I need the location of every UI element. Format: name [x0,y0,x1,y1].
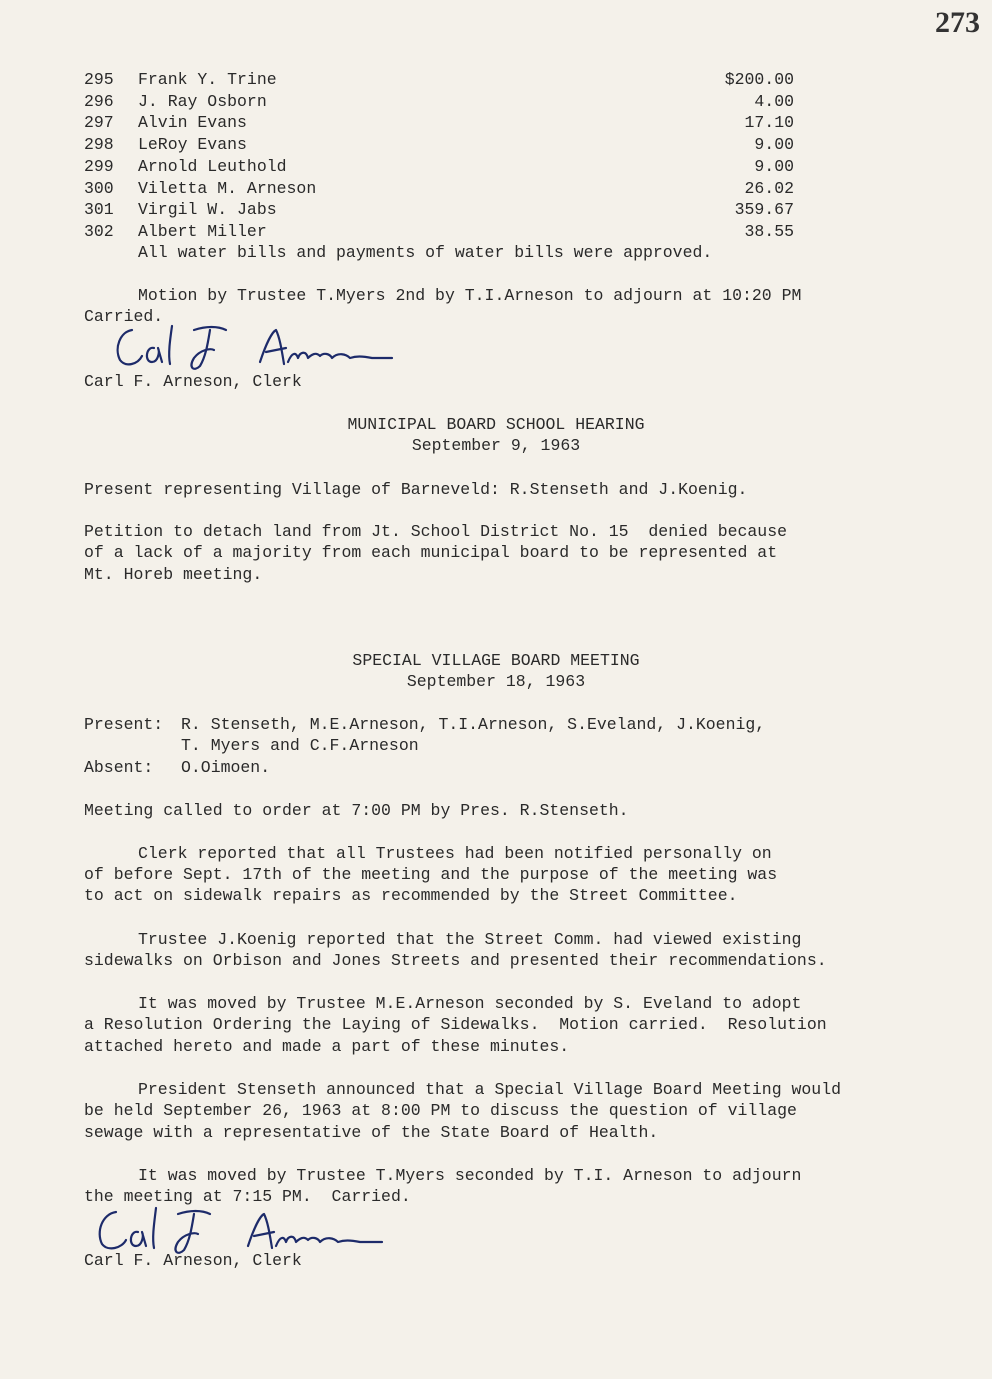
bill-row [84,221,794,242]
absent-value: O.Oimoen. [181,758,271,777]
bill-number: 297 [84,113,114,133]
clerk-signature-1 [110,318,400,378]
bill-row [84,178,794,199]
clerk-report-line-1: Clerk reported that all Trustees had been notified personally on [138,844,772,863]
bill-number: 298 [84,135,114,155]
payee-name: Arnold Leuthold [138,156,287,176]
adjourn-motion-2-carried: the meeting at 7:15 PM. Carried. [84,1187,411,1206]
bill-row [84,91,794,112]
payee-name: Virgil W. Jabs [138,200,277,220]
present-label: Present: [84,715,164,734]
clerk-report-line-2: of before Sept. 17th of the meeting and the purpose of the meeting was [84,865,778,884]
adjourn-motion-2: It was moved by Trustee T.Myers seconded by T.I. Arneson to adjourn [138,1166,802,1185]
bill-row [84,134,794,155]
hearing-title: MUNICIPAL BOARD SCHOOL HEARING [347,415,645,434]
resolution-motion-line-2: a Resolution Ordering the Laying of Sidewalks. Motion carried. Resolution [84,1015,827,1034]
special-meeting-title: SPECIAL VILLAGE BOARD MEETING [352,651,640,670]
present-line-1: R. Stenseth, M.E.Arneson, T.I.Arneson, S.Eveland, J.Koenig, [181,715,766,734]
hearing-date: September 9, 1963 [411,436,581,455]
clerk-report-line-3: to act on sidewalk repairs as recommended by the Street Committee. [84,886,738,905]
president-announcement-line-2: be held September 26, 1963 at 8:00 PM to discuss the question of village [84,1101,797,1120]
bill-amount: 9.00 [754,156,794,176]
payee-name: LeRoy Evans [138,135,247,155]
bill-number: 301 [84,200,114,220]
bill-amount: 17.10 [744,113,794,133]
bill-row [84,199,794,220]
payee-name: Albert Miller [138,221,267,241]
adjourn-motion-1: Motion by Trustee T.Myers 2nd by T.I.Arneson to adjourn at 10:20 PM [138,286,802,305]
bill-number: 295 [84,70,114,89]
clerk-name-2: Carl F. Arneson, Clerk [84,1251,302,1270]
absent-label: Absent: [84,758,154,777]
hearing-present: Present representing Village of Barneveld: R.Stenseth and J.Koenig. [84,480,748,499]
bill-amount: 359.67 [734,200,794,220]
special-meeting-date: September 18, 1963 [406,672,586,691]
bill-amount: 38.55 [744,221,794,241]
payee-name: Alvin Evans [138,113,247,133]
present-line-2: T. Myers and C.F.Arneson [181,736,419,755]
clerk-name-1: Carl F. Arneson, Clerk [84,372,302,391]
bill-amount: 4.00 [754,91,794,111]
petition-line-2: of a lack of a majority from each municipal board to be represented at [84,543,778,562]
water-bills-note: All water bills and payments of water bills were approved. [138,243,713,262]
resolution-motion-line-3: attached hereto and made a part of these minutes. [84,1037,570,1056]
president-announcement-line-3: sewage with a representative of the State Board of Health. [84,1123,659,1142]
petition-line-1: Petition to detach land from Jt. School District No. 15 denied because [84,522,788,541]
bill-row [84,112,794,133]
petition-line-3: Mt. Horeb meeting. [84,565,263,584]
bill-number: 296 [84,91,114,111]
payee-name: Viletta M. Arneson [138,178,317,198]
payee-name: Frank Y. Trine [138,70,277,89]
bill-amount: 26.02 [744,178,794,198]
bill-number: 300 [84,178,114,198]
bill-row [84,69,794,90]
bill-number: 302 [84,221,114,241]
bill-amount: 9.00 [754,135,794,155]
resolution-motion-line-1: It was moved by Trustee M.E.Arneson seconded by S. Eveland to adopt [138,994,802,1013]
president-announcement-line-1: President Stenseth announced that a Special Village Board Meeting would [138,1080,842,1099]
bill-number: 299 [84,156,114,176]
bill-row [84,156,794,177]
page-number: 273 [935,6,980,39]
koenig-report-line-2: sidewalks on Orbison and Jones Streets and presented their recommendations. [84,951,827,970]
koenig-report-line-1: Trustee J.Koenig reported that the Street Comm. had viewed existing [138,930,802,949]
adjourn-motion-1-carried: Carried. [84,307,164,326]
bill-amount: $200.00 [724,70,794,89]
called-to-order: Meeting called to order at 7:00 PM by Pres. R.Stenseth. [84,801,629,820]
payee-name: J. Ray Osborn [138,91,267,111]
